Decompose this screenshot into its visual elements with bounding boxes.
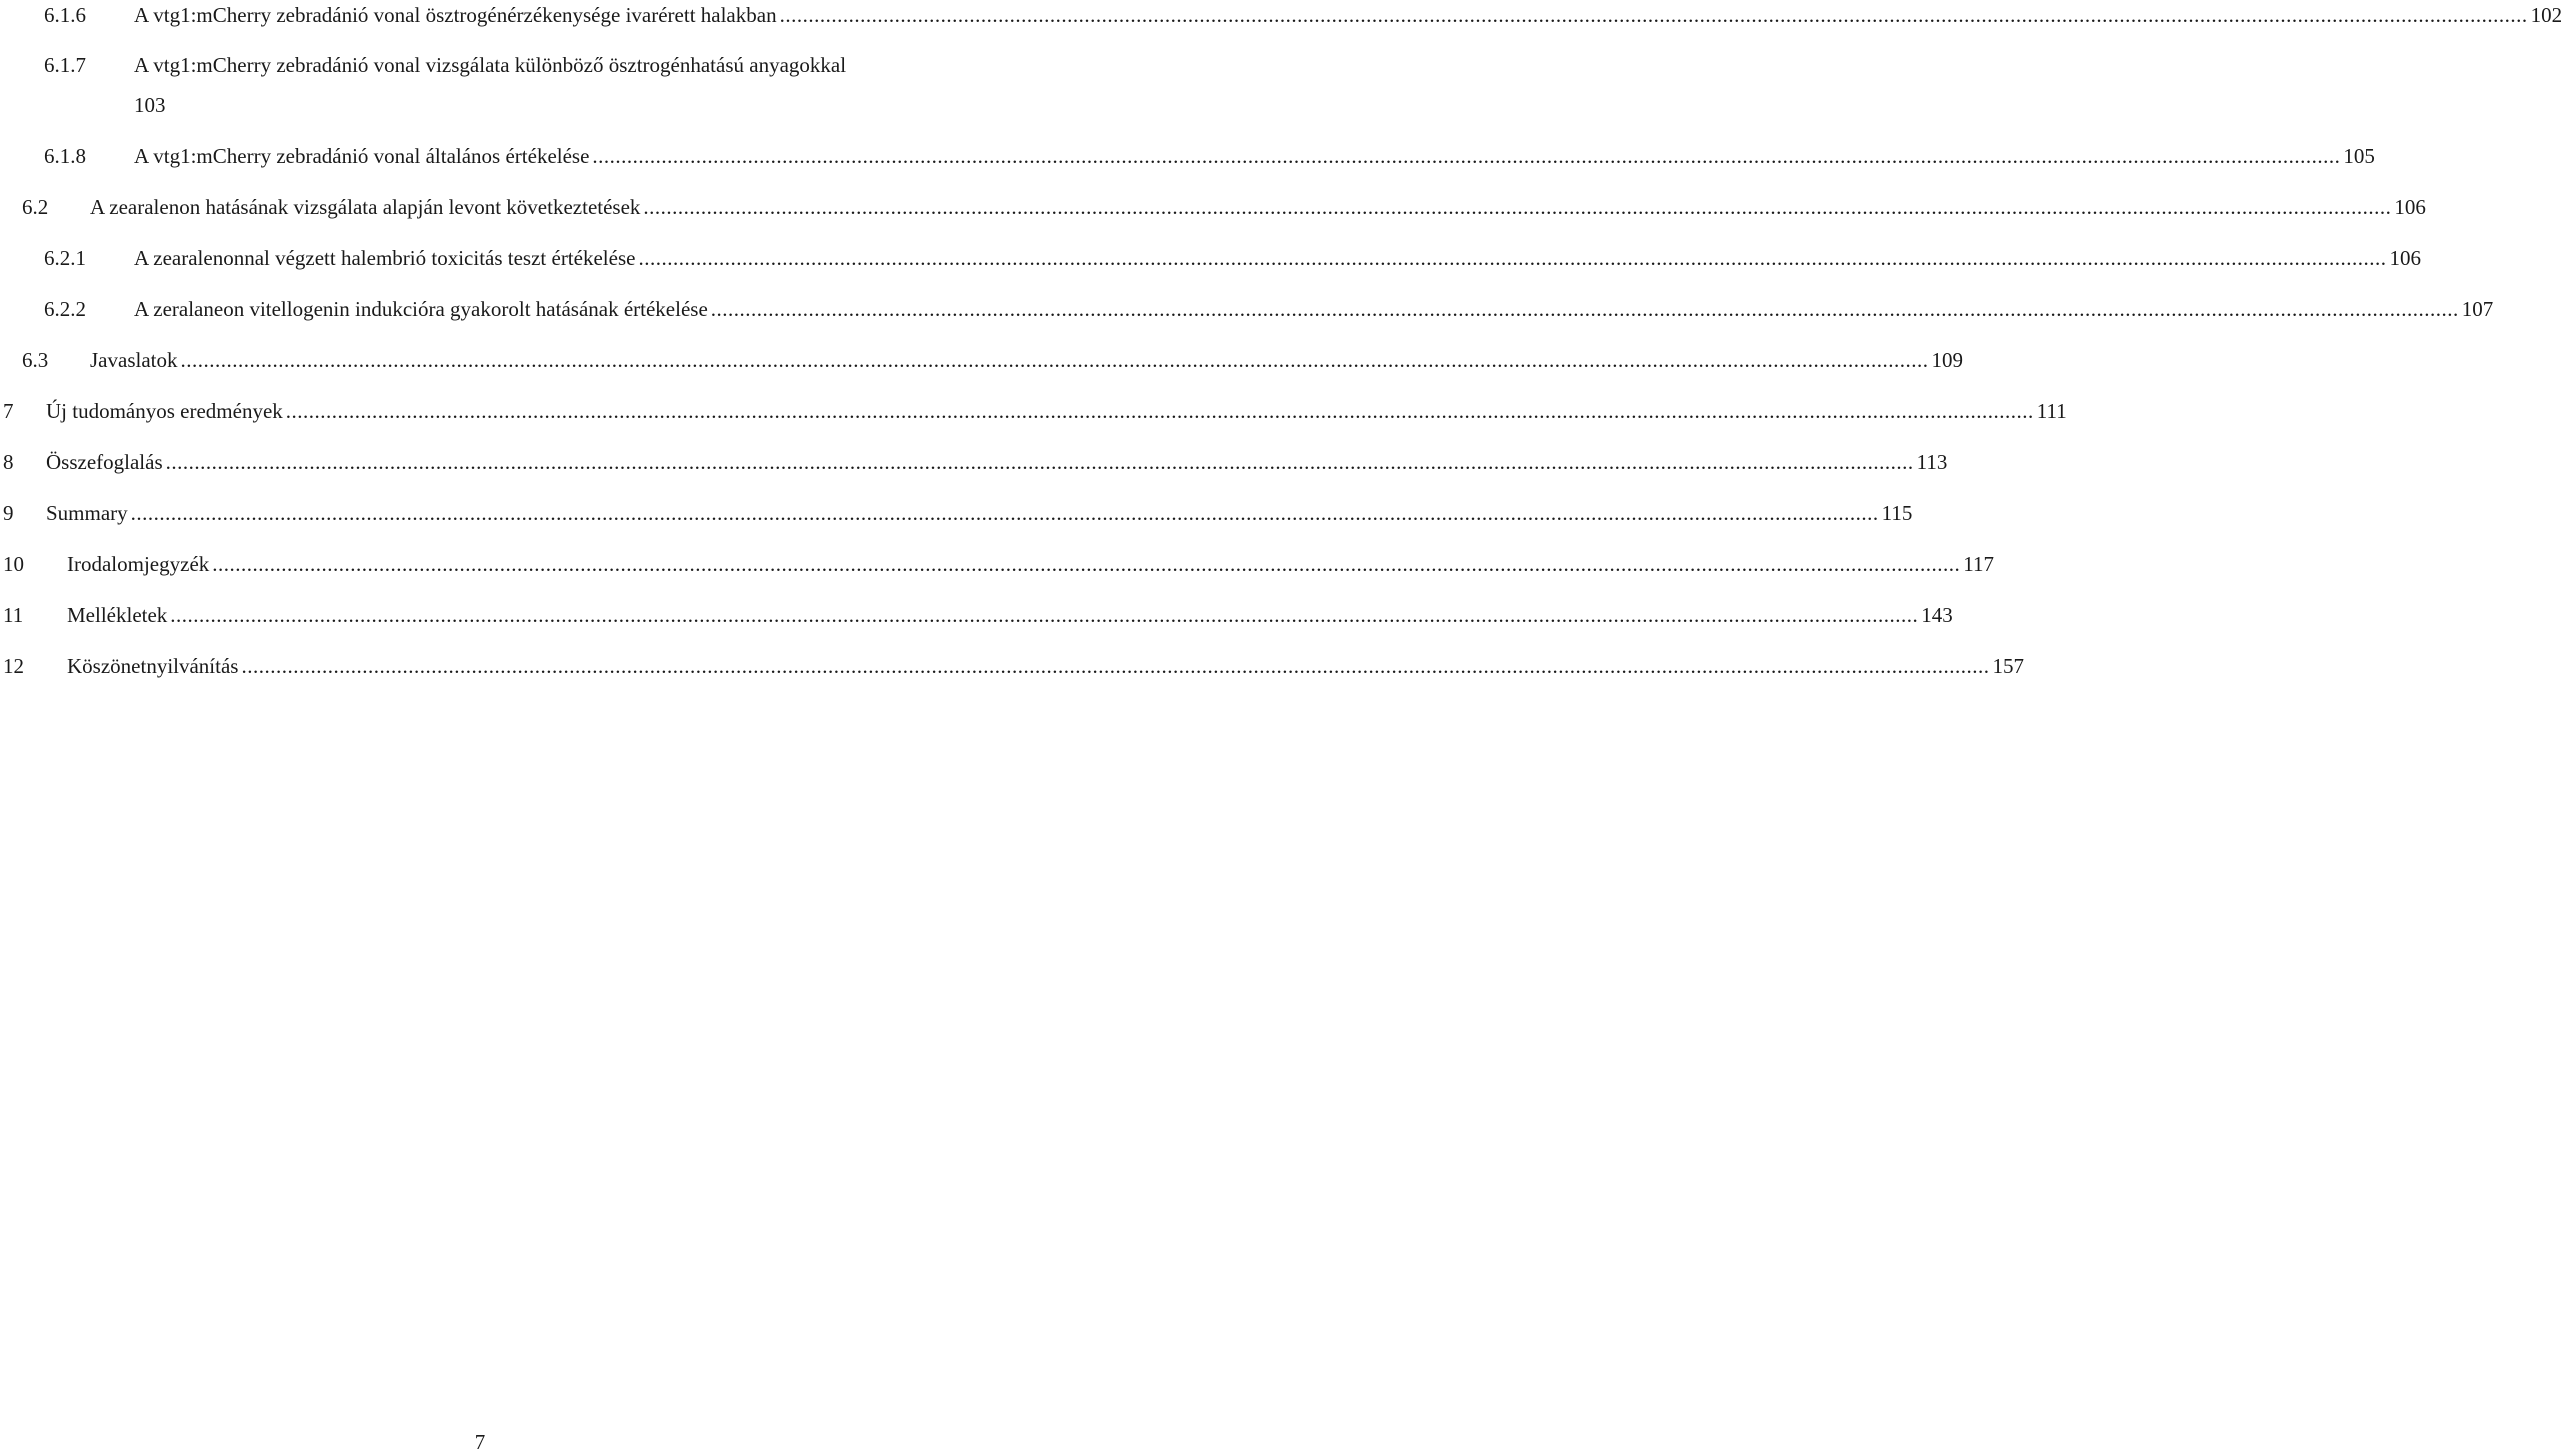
toc-entry[interactable]: [3, 551, 1995, 577]
toc-entry-page: 102: [2530, 3, 2562, 27]
toc-leader-dots: [592, 143, 2340, 169]
toc-leader-dots: [170, 602, 1918, 628]
toc-entry[interactable]: [22, 194, 2426, 220]
toc-entry-page: 157: [1992, 654, 2024, 678]
toc-leader-dots: [780, 2, 2528, 28]
toc-entry-title: Irodalomjegyzék: [67, 552, 210, 576]
toc-leader-dots: [643, 194, 2391, 220]
toc-entry-page: 106: [2394, 195, 2426, 219]
toc-entry-page: 111: [2036, 399, 2067, 423]
toc-entry-title: A zearalenonnal végzett halembrió toxicitás teszt értékelése: [134, 246, 636, 270]
toc-entry-page[interactable]: 103: [134, 93, 166, 117]
toc-entry-title: A zearalenon hatásának vizsgálata alapján levont következtetések: [90, 195, 641, 219]
toc-entry-number: 6.1.6: [44, 3, 86, 27]
toc-entry-page: 106: [2389, 246, 2421, 270]
toc-entry-number: 6.2: [22, 195, 49, 219]
toc-entry-number: 6.1.7: [44, 53, 86, 77]
page-number: 7: [474, 1430, 486, 1454]
toc-leader-dots: [166, 449, 1914, 475]
toc-entry-page: 109: [1931, 348, 1963, 372]
toc-entry-number: 6.3: [22, 348, 49, 372]
toc-leader-dots: [241, 653, 1989, 679]
toc-entry-title: A vtg1:mCherry zebradánió vonal vizsgálata különböző ösztrogénhatású anyagokkal: [134, 53, 847, 77]
toc-entry-title: Mellékletek: [67, 603, 168, 627]
toc-entry-number: 6.1.8: [44, 144, 86, 168]
toc-entry-page: 105: [2343, 144, 2375, 168]
toc-entry-title: Javaslatok: [90, 348, 178, 372]
toc-entry[interactable]: [3, 602, 1953, 628]
toc-entry-number: 6.2.2: [44, 297, 86, 321]
toc-entry-title: A vtg1:mCherry zebradánió vonal ösztrogénérzékenysége ivarérett halakban: [134, 3, 777, 27]
toc-entry[interactable]: [3, 653, 2024, 679]
toc-entry-page: 113: [1916, 450, 1948, 474]
toc-entry-page: 107: [2461, 297, 2494, 321]
toc-entry[interactable]: [44, 296, 2494, 322]
toc-entry-title: Összefoglalás: [46, 450, 163, 474]
toc-leader-dots: [180, 347, 1928, 373]
toc-entry[interactable]: [22, 347, 1963, 373]
toc-entry-number: 12: [3, 654, 24, 678]
toc-entry-page: 143: [1921, 603, 1953, 627]
toc-entry-title: A zeralaneon vitellogenin indukcióra gyakorolt hatásának értékelése: [134, 297, 708, 321]
toc-entry-number: 9: [3, 501, 14, 525]
toc-entry-title: A vtg1:mCherry zebradánió vonal általános értékelése: [134, 144, 590, 168]
toc-entry-number: 11: [3, 603, 24, 627]
toc-leader-dots: [212, 551, 1960, 577]
toc-entry[interactable]: [44, 143, 2375, 169]
toc-entry[interactable]: [44, 2, 2562, 28]
toc-leader-dots: [638, 245, 2386, 271]
toc-entry-number: 7: [3, 399, 14, 423]
toc-entry[interactable]: [3, 500, 1913, 526]
toc-entry-title: Új tudományos eredmények: [46, 399, 283, 423]
toc-leader-dots: [286, 398, 2034, 424]
toc-leader-dots: [131, 500, 1879, 526]
toc-entry-number: 8: [3, 450, 14, 474]
toc-entry-title: Köszönetnyilvánítás: [67, 654, 239, 678]
toc-entry-page: 117: [1963, 552, 1995, 576]
toc-entry-page: 115: [1881, 501, 1913, 525]
toc-entry[interactable]: [3, 398, 2067, 424]
toc-entry[interactable]: [44, 245, 2421, 271]
toc-entry[interactable]: [3, 449, 1948, 475]
toc-entry-number: 10: [3, 552, 24, 576]
toc-entry-number: 6.2.1: [44, 246, 86, 270]
toc-leader-dots: [711, 296, 2459, 322]
toc-entry-title: Summary: [46, 501, 128, 525]
toc-entry[interactable]: [44, 52, 954, 78]
